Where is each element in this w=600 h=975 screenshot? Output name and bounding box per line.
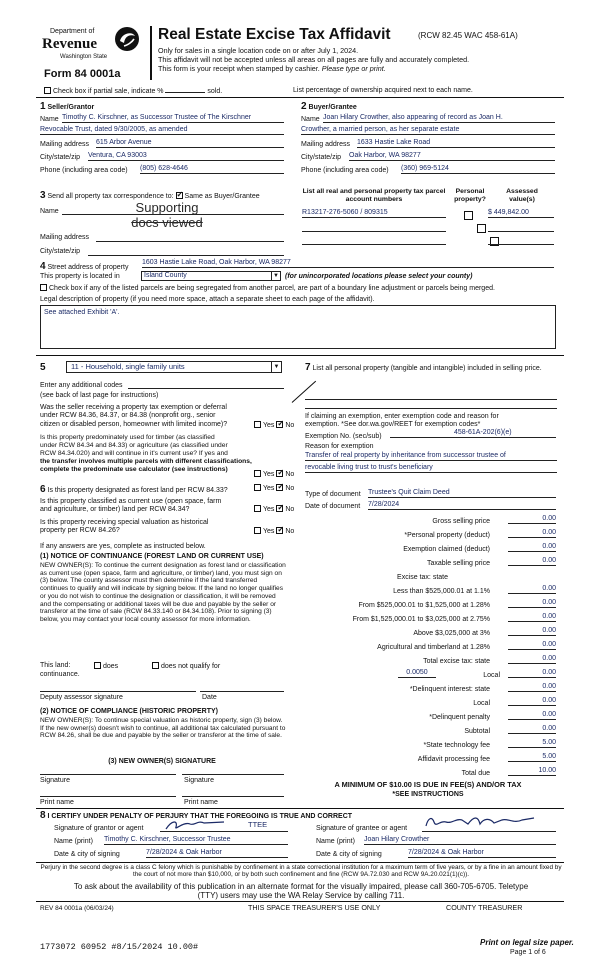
forest-yes[interactable] — [254, 484, 261, 491]
s3-city-field[interactable] — [88, 255, 284, 256]
land-does-not-option: does not qualify for — [152, 662, 220, 671]
same-as-buyer-checkbox[interactable] — [176, 192, 183, 199]
tax-correspondence-row: 3 Send all property tax correspondence to: ✓ Same as Buyer/Grantee — [40, 190, 260, 202]
additional-codes-label: Enter any additional codes — [40, 382, 123, 389]
section5-num: 5 — [40, 362, 46, 373]
owner-signature-label-2: Signature — [184, 777, 214, 784]
land-does-option: does — [94, 662, 118, 671]
exemption-reason-line1[interactable]: Transfer of real property by inheritance from successor trustee of — [305, 452, 557, 461]
personal-col-header: Personal property? — [454, 188, 486, 204]
property-address-field[interactable]: 1603 Hastie Lake Road, Oak Harbor, WA 98277 — [142, 259, 554, 268]
chevron-down-icon: ▼ — [271, 362, 281, 372]
agri-amount[interactable]: 0.00 — [508, 641, 556, 650]
grantor-date-field[interactable]: 7/28/2024 & Oak Harbor — [146, 849, 288, 858]
timber-no[interactable] — [276, 470, 283, 477]
buyer-city-field[interactable]: Oak Harbor, WA 98277 — [349, 152, 555, 161]
processing-fee-amount[interactable]: 5.00 — [508, 753, 556, 762]
assessed-value-1[interactable]: $ 449,842.00 — [488, 209, 554, 218]
continuance-text: NEW OWNER(S): To continue the current designation as forest land or classification as current use (open space, farm and agriculture, or timber) land, you must sign on (3) below. The county assessor must then determine if the land transferred continues to qualify and will indicate by signing below. If the land no longer qualifies or you do not wish to continue the designation or classification, it will be removed and the compensating or additional taxes will be due and payable by the seller or transferor at the time of sale (RCW 84.33.140 or 84.34.108). Prior to signing (3) below, you may contact your local county assessor for more information. — [40, 562, 286, 623]
buyer-mail-label: Mailing address — [301, 141, 351, 148]
timber-answer: Yes ✓ No — [254, 470, 294, 479]
seller-city-field[interactable]: Ventura, CA 93003 — [88, 152, 284, 161]
grantee-name-field[interactable]: Joan Hilary Crowther — [364, 836, 556, 845]
see-instructions-note: *SEE INSTRUCTIONS — [392, 791, 464, 798]
gross-amount[interactable]: 0.00 — [508, 515, 556, 524]
segregate-checkbox[interactable] — [40, 284, 47, 291]
pp-amount[interactable]: 0.00 — [508, 529, 556, 538]
tech-fee-label: *State technology fee — [423, 742, 490, 749]
grantor-signature-image — [164, 818, 234, 832]
exemption-no-field[interactable]: 458-61A-202(6)(e) — [390, 429, 556, 438]
delinquent-state-label: *Delinquent interest: state — [409, 686, 490, 693]
doc-date-field[interactable]: 7/28/2024 — [368, 501, 556, 510]
personal-property-checkbox-1[interactable] — [464, 211, 473, 220]
forest-land-question: 6 Is this property designated as forest land per RCW 84.33? — [40, 484, 228, 495]
land-use-value: 11 - Household, single family units — [71, 362, 185, 371]
taxable-amount[interactable]: 0.00 — [508, 557, 556, 566]
grantor-name-label: Name (print) — [54, 838, 93, 845]
forest-land-answer: Yes ✓ No — [254, 484, 294, 493]
treasurer-use-label: THIS SPACE TREASURER'S USE ONLY — [248, 903, 381, 912]
pp-label: *Personal property (deduct) — [404, 532, 490, 539]
parcel-number-1[interactable]: R13217-276-5060 / 809315 — [302, 209, 446, 218]
exempt-amount[interactable]: 0.00 — [508, 543, 556, 552]
personal-property-checkbox-2[interactable] — [477, 224, 486, 233]
parcel-number-3[interactable] — [302, 244, 446, 245]
see-back-note: (see back of last page for instructions) — [40, 392, 159, 399]
tier4-amount[interactable]: 0.00 — [508, 627, 556, 636]
supporting-docs-stamp: Supporting docs viewed — [131, 200, 203, 230]
compliance-heading: (2) NOTICE OF COMPLIANCE (HISTORIC PROPERTY) — [40, 708, 218, 715]
agri-label: Agricultural and timberland at 1.28% — [377, 644, 490, 651]
header-divider — [150, 26, 152, 80]
timber-yes[interactable] — [254, 470, 261, 477]
cashier-stamp: 1773072 60952 #8/15/2024 10.00# — [40, 942, 199, 952]
parcel-number-2[interactable] — [302, 231, 446, 232]
exempt-label: Exemption claimed (deduct) — [403, 546, 490, 553]
buyer-phone-field[interactable]: (360) 969-5124 — [401, 165, 555, 174]
delinquent-local-label: Local — [473, 700, 490, 707]
revenue-wordmark: Revenue — [42, 36, 97, 52]
seller-exemption-question: Was the seller receiving a property tax exemption or deferral under RCW 84.36, 84.37, or 84.38 (nonprofit org., senior citizen or disabled person, homeowner with limited income)? — [40, 404, 228, 428]
buyer-name-line2[interactable]: Crowther, a married person, as her separate estate — [301, 126, 555, 135]
continuance-heading: (1) NOTICE OF CONTINUANCE (FOREST LAND OR CURRENT USE) — [40, 553, 264, 560]
tier3-amount[interactable]: 0.00 — [508, 613, 556, 622]
dor-logo — [40, 24, 148, 66]
county-select[interactable] — [141, 271, 281, 281]
exemption-no-label: Exemption No. (sec/sub) — [305, 433, 382, 440]
buyer-city-label: City/state/zip — [301, 154, 342, 161]
accessibility-notice: To ask about the availability of this publication in an alternate format for the visually impaired, please call 360-705-6705. Teletype (TTY) users may use the WA Relay Service by calling 711. — [73, 882, 529, 901]
grantee-date-label: Date & city of signing — [316, 851, 382, 858]
legal-description-value: See attached Exhibit 'A'. — [44, 309, 120, 316]
legal-description-label: Legal description of property (if you need more space, attach a separate sheet to each page of the affidavit). — [40, 296, 375, 303]
revision-label: REV 84 0001a (06/03/24) — [40, 905, 114, 912]
exemption-reason-label: Reason for exemption — [305, 443, 374, 450]
delinquent-local-amount[interactable]: 0.00 — [508, 697, 556, 706]
exemption-reason-line2[interactable]: revocable living trust to trust's beneficiary — [305, 464, 557, 473]
seller-heading: 1 Seller/Grantor — [40, 101, 95, 112]
form-number: Form 84 0001a — [44, 68, 121, 80]
list-percentage-note: List percentage of ownership acquired next to each name. — [293, 87, 473, 94]
s3-name-label: Name — [40, 208, 59, 215]
historic-question: Is this property receiving special valuation as historical property per RCW 84.26? — [40, 519, 209, 535]
penalty-label: *Delinquent penalty — [429, 714, 490, 721]
grantee-signature-image — [422, 814, 542, 830]
grantor-signature-tag: TTEE — [248, 820, 268, 829]
buyer-mail-field[interactable]: 1633 Hastie Lake Road — [357, 139, 555, 148]
partial-sale-checkbox[interactable] — [44, 87, 51, 94]
parcel-col-header: List all real and personal property tax parcel account numbers — [302, 188, 446, 204]
seller-exemption-no[interactable] — [276, 421, 283, 428]
seller-name-label: Name — [40, 116, 59, 123]
form-rcw: (RCW 82.45 WAC 458-61A) — [418, 31, 518, 40]
owner-print-label-1: Print name — [40, 799, 74, 806]
chevron-down-icon: ▼ — [271, 272, 280, 280]
assessed-col-header: Assessed value(s) — [506, 188, 538, 204]
seller-phone-field[interactable]: (805) 628-4646 — [140, 165, 284, 174]
tier3-label: From $1,525,000.01 to $3,025,000 at 2.75% — [352, 616, 490, 623]
partial-sale-row: Check box if partial sale, indicate % sold. — [44, 87, 222, 96]
buyer-phone-label: Phone (including area code) — [301, 167, 389, 174]
owner-print-label-2: Print name — [184, 799, 218, 806]
header-note-1: Only for sales in a single location code on or after July 1, 2024. — [158, 46, 359, 55]
exemption-instructions: If claiming an exemption, enter exemption code and reason for exemption. *See dor.wa.gov/REET for exemption codes* — [305, 413, 499, 429]
county-treasurer-label: COUNTY TREASURER — [446, 903, 523, 912]
seller-exemption-answer: Yes ✓ No — [254, 421, 294, 430]
excise-state-label: Excise tax: state — [397, 574, 448, 581]
grantee-name-label: Name (print) — [316, 838, 355, 845]
page-number: Page 1 of 6 — [510, 949, 546, 956]
street-address-row: 4 Street address of property — [40, 261, 129, 272]
total-state-label: Total excise tax: state — [423, 658, 490, 665]
form-title: Real Estate Excise Tax Affidavit — [158, 26, 391, 43]
tech-fee-amount[interactable]: 5.00 — [508, 739, 556, 748]
penalty-amount[interactable]: 0.00 — [508, 711, 556, 720]
legal-description-box[interactable] — [40, 305, 556, 349]
timber-question: Is this property predominately used for timber (as classified under RCW 84.34 and 84.33) or agriculture (as classified under RCW 84.34.020) and will continue in it's current use? If yes and the transfer involves multiple parcels with different classifications, complete the predominate use calculator (see instructions) — [40, 434, 252, 473]
compliance-text: NEW OWNER(S): To continue special valuation as historic property, sign (3) below. If the new owner(s) doesn't wish to continue, all additional tax calculated pursuant to RCW 84.26, shall be due and payable by the seller or transferor at the time of sale. — [40, 717, 286, 740]
header-note-3: This form is your receipt when stamped by cashier. Please type or print. — [158, 64, 386, 73]
seller-mail-label: Mailing address — [40, 141, 90, 148]
dept-of-label: Department of — [50, 28, 95, 35]
doc-type-label: Type of document — [305, 491, 361, 498]
delinquent-state-amount[interactable]: 0.00 — [508, 683, 556, 692]
tier1-amount[interactable]: 0.00 — [508, 585, 556, 594]
deputy-signature-label: Deputy assessor signature — [40, 694, 123, 701]
processing-fee-label: Affidavit processing fee — [417, 756, 490, 763]
grantee-signature-label: Signature of grantee or agent — [316, 825, 408, 832]
certify-heading: 8 I CERTIFY UNDER PENALTY OF PERJURY THAT THE FOREGOING IS TRUE AND CORRECT — [40, 810, 353, 821]
additional-codes-field[interactable] — [128, 388, 284, 389]
current-use-no[interactable] — [276, 505, 283, 512]
new-owner-signature-heading: (3) NEW OWNER(S) SIGNATURE — [108, 758, 216, 765]
buyer-name-label: Name — [301, 116, 320, 123]
s3-city-label: City/state/zip — [40, 248, 81, 255]
minimum-due-note: A MINIMUM OF $10.00 IS DUE IN FEE(S) AND/OR TAX — [334, 780, 522, 789]
tier4-label: Above $3,025,000 at 3% — [413, 630, 490, 637]
subtotal-amount[interactable]: 0.00 — [508, 725, 556, 734]
buyer-name-line1[interactable]: Joan Hilary Crowther, also appearing of record as Joan H. — [323, 114, 555, 123]
this-land-label: This land: — [40, 662, 71, 669]
tier1-label: Less than $525,000.01 at 1.1% — [393, 588, 490, 595]
current-use-yes[interactable] — [254, 505, 261, 512]
county-value: Island County — [144, 272, 187, 279]
owner-signature-label-1: Signature — [40, 777, 70, 784]
tier2-amount[interactable]: 0.00 — [508, 599, 556, 608]
header-note-2: This affidavit will not be accepted unless all areas on all pages are fully and accurately completed. — [158, 55, 470, 64]
any-yes-note: If any answers are yes, complete as instructed below. — [40, 543, 206, 550]
local-amount[interactable]: 0.00 — [508, 669, 556, 678]
grantor-name-field[interactable]: Timothy C. Kirschner, Successor Trustee — [104, 836, 288, 845]
deputy-date-label: Date — [202, 694, 217, 701]
local-label: Local — [483, 672, 500, 679]
state-label: Washington State — [60, 54, 108, 60]
current-use-question: Is this property classified as current use (open space, farm and agriculture, or timber) land per RCW 84.34? — [40, 498, 222, 514]
doc-date-label: Date of document — [305, 503, 361, 510]
legal-paper-note: Print on legal size paper. — [480, 938, 574, 947]
assessed-value-3[interactable] — [488, 244, 554, 245]
county-label: This property is located in — [40, 273, 120, 280]
gross-label: Gross selling price — [432, 518, 490, 525]
land-does-not-checkbox[interactable] — [152, 662, 159, 669]
dor-swirl-icon — [114, 26, 140, 52]
continuance-word: continuance. — [40, 671, 80, 678]
grantee-date-field[interactable]: 7/28/2024 & Oak Harbor — [408, 849, 556, 858]
land-use-select[interactable] — [66, 361, 282, 373]
county-note: (for unincorporated locations please select your county) — [285, 273, 473, 280]
assessed-value-2[interactable] — [488, 231, 554, 232]
total-due-label: Total due — [461, 770, 490, 777]
taxable-label: Taxable selling price — [426, 560, 490, 567]
seller-mail-field[interactable]: 615 Arbor Avenue — [96, 139, 284, 148]
seller-city-label: City/state/zip — [40, 154, 81, 161]
total-due-amount[interactable]: 10.00 — [508, 767, 556, 776]
buyer-heading: 2 Buyer/Grantee — [301, 101, 357, 112]
segregate-row: Check box if any of the listed parcels are being segregated from another parcel, are part of a boundary line adjustment or parcels being merged. — [40, 284, 495, 293]
grantor-date-label: Date & city of signing — [54, 851, 120, 858]
land-does-checkbox[interactable] — [94, 662, 101, 669]
seller-name-line1[interactable]: Timothy C. Kirschner, as Successor Trustee of The Kirschner — [62, 114, 284, 123]
seller-phone-label: Phone (including area code) — [40, 167, 128, 174]
seller-name-line2[interactable]: Revocable Trust, dated 9/30/2005, as amended — [40, 126, 284, 135]
s3-mail-label: Mailing address — [40, 234, 90, 241]
grantor-signature-field[interactable] — [160, 822, 288, 832]
grantor-signature-label: Signature of grantor or agent — [54, 825, 144, 832]
seller-exemption-yes[interactable] — [254, 421, 261, 428]
doc-type-field[interactable]: Trustee's Quit Claim Deed — [368, 489, 556, 498]
historic-answer: Yes ✓ No — [254, 527, 294, 536]
tier2-label: From $525,000.01 to $1,525,000 at 1.28% — [358, 602, 490, 609]
s3-mail-field[interactable] — [96, 241, 284, 242]
current-use-answer: Yes ✓ No — [254, 505, 294, 514]
grantee-signature-field[interactable] — [422, 822, 556, 832]
total-state-amount[interactable]: 0.00 — [508, 655, 556, 664]
personal-property-heading: 7 List all personal property (tangible and intangible) included in selling price. — [305, 362, 542, 373]
subtotal-label: Subtotal — [464, 728, 490, 735]
forest-no[interactable] — [276, 484, 283, 491]
perjury-notice: Perjury in the second degree is a class C felony which is punishable by confinement in a state correctional institution for a maximum term of five years, or by a fine in an amount fixed by the court of not more than $10,000, or by both such confinement and fine (RCW 9A.72.030 and RCW 9A.20.021(1)(c)). — [40, 864, 562, 879]
local-rate-field[interactable]: 0.0050 — [398, 669, 436, 678]
